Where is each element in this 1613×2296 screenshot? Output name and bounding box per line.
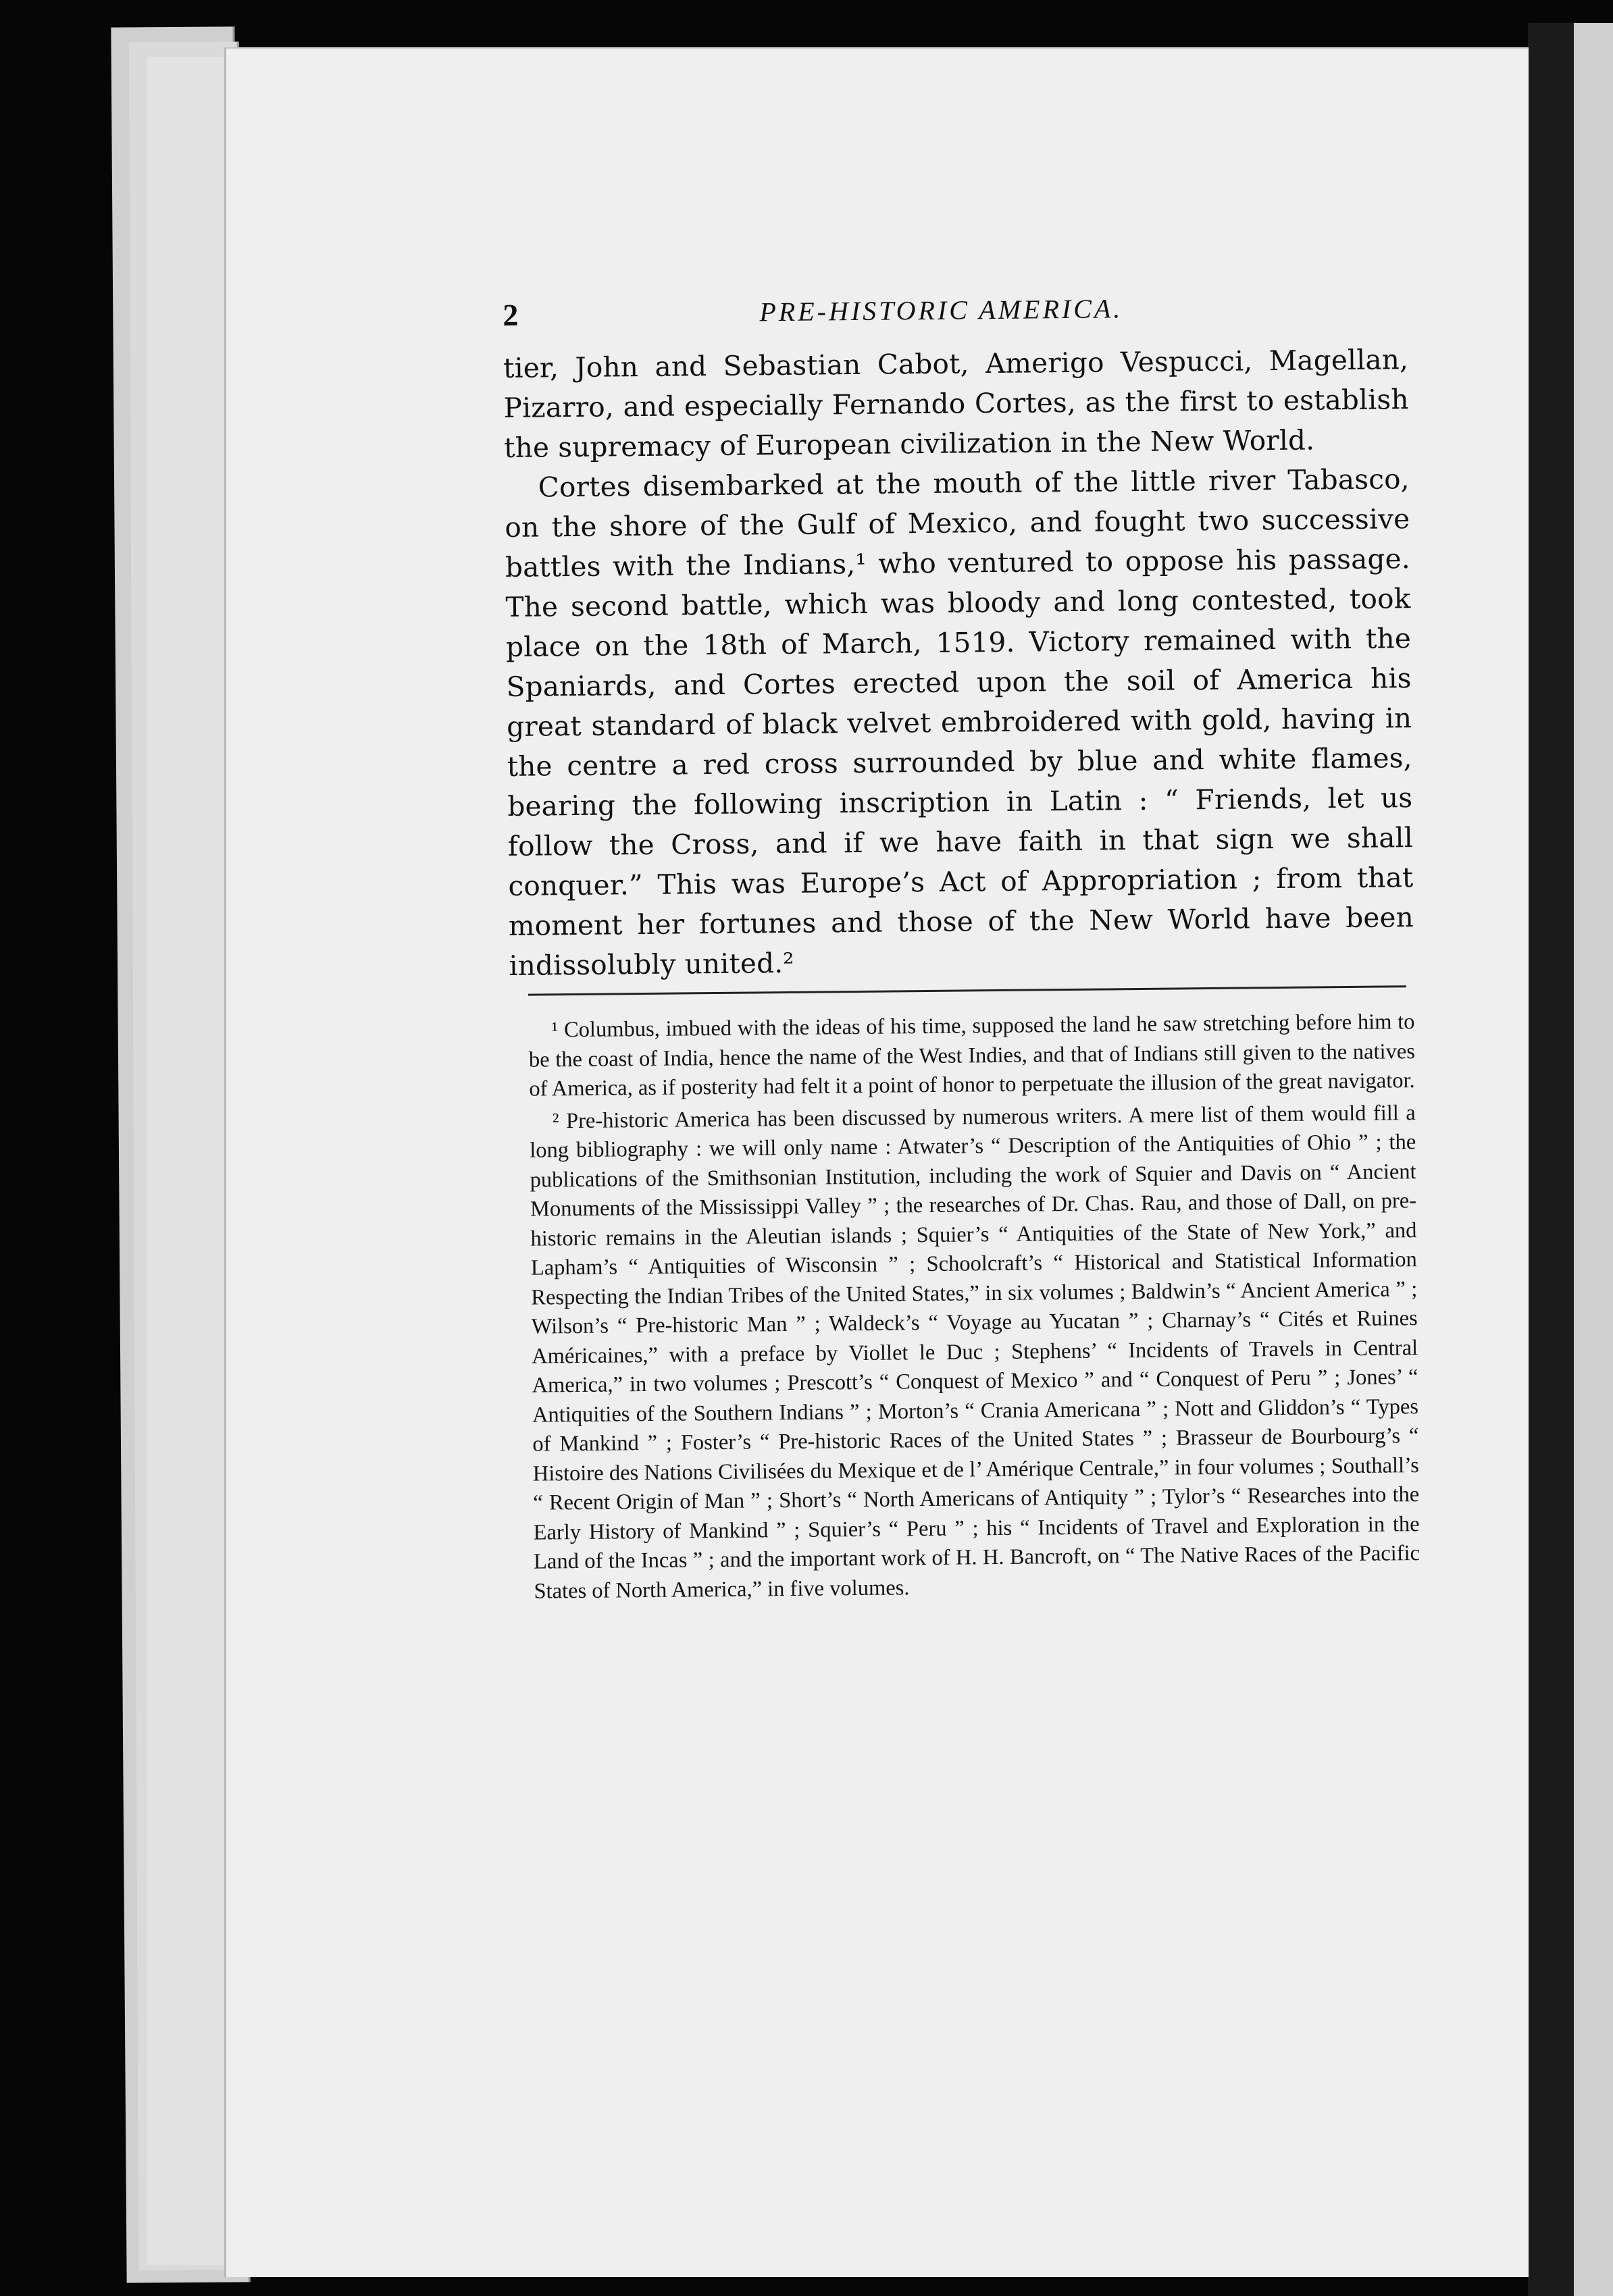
body-paragraph: Cortes disembarked at the mouth of the little river Tabasco, on the shore of the Gulf of Mexico, and fought two successive battles with the Indians,¹ who ventured to oppose his passage. The second battle, which was bloody and long contested, took place on the 18th of March, 1519. Victory remained with the Spaniards, and Cortes erected upon the soil of America his great standard of black velvet embroidered with gold, having in the centre a red cross surrounded by blue and white flames, bearing the following inscription in Latin : “ Friends, let us follow the Cross, and if we have faith in that sign we shall conquer.” This was Europe’s Act of Appropriation ; from that moment her fortunes and those of the New World have been indissolubly united.² xyxy=(505,463,1414,982)
body-paragraph: tier, John and Sebastian Cabot, Amerigo Vespucci, Magellan, Pizarro, and especially Fernando Cortes, as the first to establish the supremacy of European civilization in the New World. xyxy=(503,343,1409,464)
footnote-divider xyxy=(528,985,1406,995)
page-text-block xyxy=(503,282,1420,1609)
running-title: PRE-HISTORIC AMERICA. xyxy=(759,293,1123,328)
running-head xyxy=(503,282,1408,338)
footnote: ¹ Columbus, imbued with the ideas of his time, supposed the land he saw stretching before him to be the coast of India, hence the name of the West Indies, and that of Indians still given to the natives of America, as if posterity had felt it a point of honor to perpetuate the illusion of the great navigator. xyxy=(528,1010,1416,1101)
body-text xyxy=(503,340,1414,986)
facing-page-edge xyxy=(1574,23,1613,2296)
footnotes xyxy=(509,1008,1420,1607)
book-gutter xyxy=(1528,23,1575,2296)
page-number: 2 xyxy=(503,297,519,332)
footnote: ² Pre-historic America has been discussed by numerous writers. A mere list of them would fill a long bibliography : we will only name : Atwater’s “ Description of the Antiquities of Ohio ” ; the publications of the Smithsonian Institution, including the work of Squier and Davis on “ Ancient Monuments of the Mississippi Valley ” ; the researches of Dr. Chas. Rau, and those of Dall, on pre-historic remains in the Aleutian islands ; Squier’s “ Antiquities of the State of New York,” and Lapham’s “ Antiquities of Wisconsin ” ; Schoolcraft’s “ Historical and Statistical Information Respecting the Indian Tribes of the United States,” in six volumes ; Baldwin’s “ Ancient America ” ; Wilson’s “ Pre-historic Man ” ; Waldeck’s “ Voyage au Yucatan ” ; Charnay’s “ Cités et Ruines Américaines,” with a preface by Viollet le Duc ; Stephens’ “ Incidents of Travels in Central America,” in two volumes ; Prescott’s “ Conquest of Mexico ” and “ Conquest of Peru ” ; Jones’ “ Antiquities of the Southern Indians ” ; Morton’s “ Crania Americana ” ; Nott and Gliddon’s “ Types of Mankind ” ; Foster’s “ Pre-historic Races of the United States ” ; Brasseur de Bourbourg’s “ Histoire des Nations Civilisées du Mexique et de l’ Amérique Centrale,” in four volumes ; Southall’s “ Recent Origin of Man ” ; Short’s “ North Americans of Antiquity ” ; Tylor’s “ Researches into the Early History of Mankind ” ; Squier’s “ Peru ” ; his “ Incidents of Travel and Exploration in the Land of the Incas ” ; and the important work of H. H. Bancroft, on “ The Native Races of the Pacific States of North America,” in five volumes. xyxy=(530,1100,1420,1604)
